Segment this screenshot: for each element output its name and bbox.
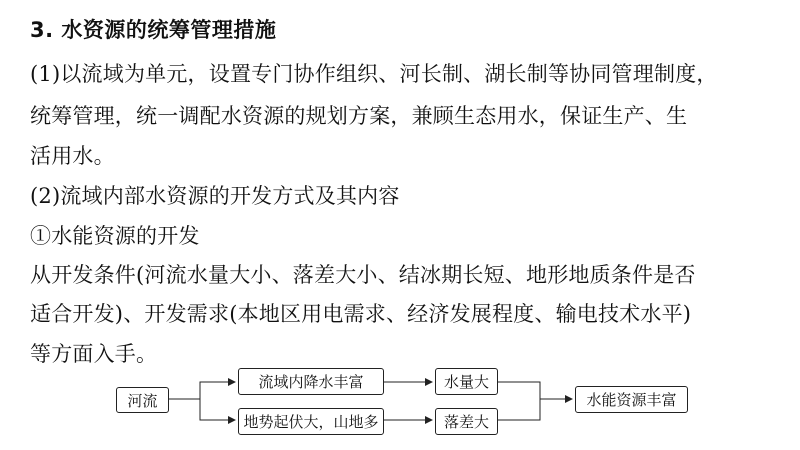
- heading: 3. 水资源的统筹管理措施: [30, 18, 277, 42]
- paragraph2-line1: 从开发条件(河流水量大小、落差大小、结冰期长短、地形地质条件是否: [30, 263, 696, 287]
- paragraph1-line1: (1)以流域为单元，设置专门协作组织、河长制、湖长制等协同管理制度，: [30, 62, 718, 86]
- paragraph2-line2: 适合开发)、开发需求(本地区用电需求、经济发展程度、输电技术水平): [30, 302, 692, 326]
- box-terrain: 地势起伏大，山地多: [238, 408, 384, 435]
- subheading-2: (2)流域内部水资源的开发方式及其内容: [30, 184, 400, 208]
- box-precipitation: 流域内降水丰富: [238, 368, 384, 395]
- box-water-volume: 水量大: [435, 368, 498, 395]
- box-water-drop: 落差大: [435, 408, 498, 435]
- paragraph1-line2: 统筹管理，统一调配水资源的规划方案，兼顾生态用水，保证生产、生: [30, 104, 688, 128]
- subheading-hydro: ①水能资源的开发: [30, 224, 200, 248]
- box-hydro-rich: 水能资源丰富: [575, 386, 688, 413]
- paragraph2-line3: 等方面入手。: [30, 342, 158, 366]
- paragraph1-line3: 活用水。: [30, 144, 115, 168]
- box-river: 河流: [116, 387, 169, 413]
